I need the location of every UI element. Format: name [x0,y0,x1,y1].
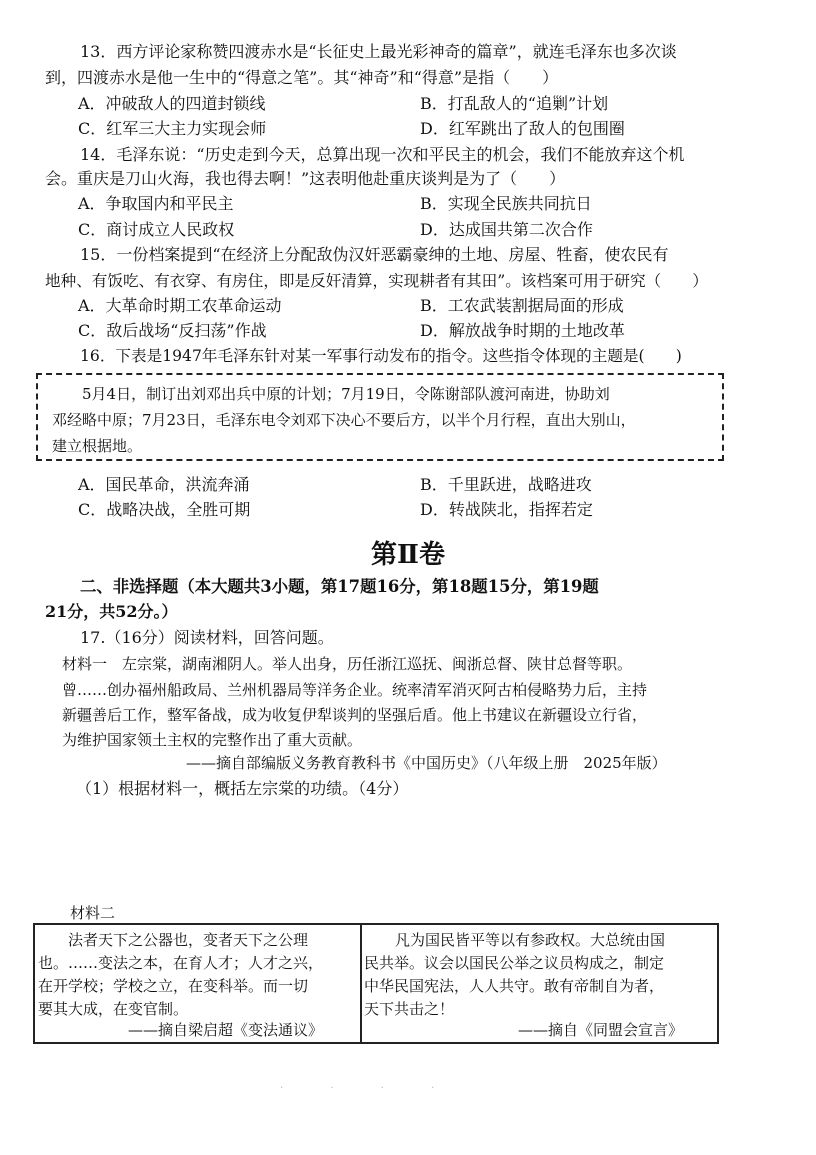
table-left-line1: 法者天下之公器也，变者天下之公理 [68,931,309,949]
q15-option-c: C．敌后战场“反扫荡”作战 [78,321,267,340]
q13-stem-line2: 到，四渡赤水是他一生中的“得意之笔”。其“神奇”和“得意”是指（ ） [45,68,559,87]
section2-instructions-line1: 二、非选择题（本大题共3小题，第17题16分，第18题15分，第19题 [80,577,599,596]
table-left-line2: 也。……变法之本，在育人才；人才之兴， [38,954,324,972]
q17-subquestion-1: （1）根据材料一，概括左宗棠的功绩。（4分） [76,779,409,798]
q13-option-d: D．红军跳出了敌人的包围圈 [420,119,625,138]
q16-option-a: A．国民革命，洪流奔涌 [78,475,250,494]
section2-instructions-line2: 21分，共52分。） [45,602,178,621]
q13-option-b: B．打乱敌人的“追剿”计划 [420,94,609,113]
q17-material1-source: ——摘自部编版义务教育教科书《中国历史》（八年级上册 2025年版） [186,754,667,772]
table-right-line3: 中华民国宪法，人人共守。敢有帝制自为者， [364,977,665,995]
table-right-line2: 民共举。议会以国民公举之议员构成之，制定 [364,954,665,972]
table-right-source: ——摘自《同盟会宣言》 [518,1021,684,1039]
q13-option-a: A．冲破敌人的四道封锁线 [78,94,266,113]
q15-option-a: A．大革命时期工农革命运动 [78,296,282,315]
q17-material1-line3: 新疆善后工作，整军备战，成为收复伊犁谈判的坚强后盾。他上书建议在新疆设立行省， [62,706,648,724]
q14-option-b: B．实现全民族共同抗日 [420,194,592,213]
q15-stem-line2: 地种、有饭吃、有衣穿、有房住，即是反奸清算，实现耕者有其田”。该档案可用于研究（ ） [45,272,708,290]
table-left-source: ——摘自梁启超《变法通议》 [128,1021,324,1039]
q14-option-d: D．达成国共第二次合作 [420,220,593,239]
table-divider [360,925,362,1042]
q17-material1-line4: 为维护国家领土主权的完整作出了重大贡献。 [62,731,363,749]
q14-option-a: A．争取国内和平民主 [78,194,234,213]
q14-stem-line1: 14．毛泽东说：“历史走到今天，总算出现一次和平民主的机会，我们不能放弃这个机 [80,145,685,164]
q15-option-b: B．工农武装割据局面的形成 [420,296,624,315]
q16-option-c: C．战略决战，全胜可期 [78,500,251,519]
q14-option-c: C．商讨成立人民政权 [78,220,235,239]
q16-option-d: D．转战陕北，指挥若定 [420,500,593,519]
q14-stem-line2: 会。重庆是刀山火海，我也得去啊！”这表明他赴重庆谈判是为了（ ） [45,169,566,188]
table-right-line1: 凡为国民皆平等以有参政权。大总统由国 [395,931,666,949]
section-title: 第Ⅱ卷 [371,540,445,570]
q15-stem-line1: 15．一份档案提到“在经济上分配敌伪汉奸恶霸豪绅的土地、房屋、牲畜，使农民有 [80,245,669,264]
q17-material1-line1: 材料一 左宗棠，湖南湘阴人。举人出身，历任浙江巡抚、闽浙总督、陕甘总督等职。 [62,655,633,673]
table-left-line4: 要其大成，在变官制。 [38,1000,189,1018]
q17-heading: 17.（16分）阅读材料，回答问题。 [80,628,334,647]
q15-option-d: D．解放战争时期的土地改革 [420,321,625,340]
table-right-line4: 天下共击之！ [364,1000,455,1018]
q16-stem-line1: 16．下表是1947年毛泽东针对某一军事行动发布的指令。这些指令体现的主题是( ) [80,347,682,365]
table-left-line3: 在开学校；学校之立，在变科举。而一切 [38,977,309,995]
q16-box-line1: 5月4日，制订出刘邓出兵中原的计划；7月19日，令陈谢部队渡河南进，协助刘 [82,385,610,403]
q13-option-c: C．红军三大主力实现会师 [78,119,267,138]
scan-specks: · · · · [280,1083,457,1094]
q17-material2-label: 材料二 [70,904,116,922]
q17-material1-line2: 曾……创办福州船政局、兰州机器局等洋务企业。统率清军消灭阿古柏侵略势力后，主持 [62,681,648,699]
q16-box-line2: 邓经略中原；7月23日，毛泽东电令刘邓下决心不要后方，以半个月行程，直出大别山， [52,411,636,429]
q13-stem-line1: 13．西方评论家称赞四渡赤水是“长征史上最光彩神奇的篇章”，就连毛泽东也多次谈 [80,42,677,61]
q16-option-b: B．千里跃进，战略进攻 [420,475,592,494]
q16-box-line3: 建立根据地。 [52,437,143,455]
